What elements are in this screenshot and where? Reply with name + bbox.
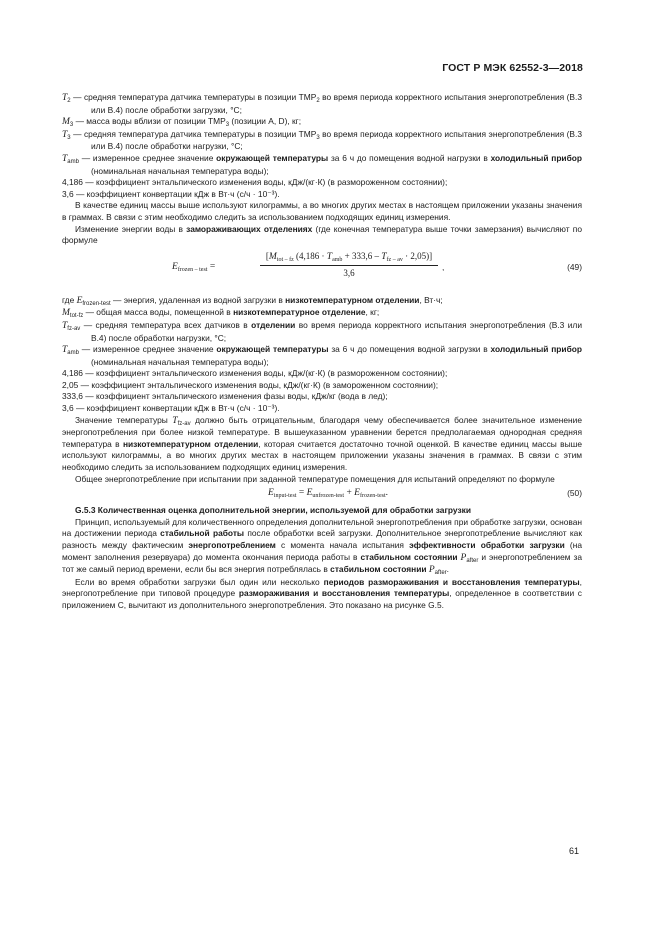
constant-item: 2,05 — коэффициент энтальпического изменения воды, кДж/(кг·К) (в замороженном состоянии); — [62, 379, 439, 390]
paragraph-units-note: В качестве единиц массы выше используют килограммы, а во многих других местах в настоящем приложении указаны значения в граммах. В связи с этим необходимо следить за использованием подходящих единиц измерения. — [62, 200, 582, 222]
paragraph-total-energy: Общее энергопотребление при испытании при заданной температуре помещения для испытаний определяют по формуле — [75, 473, 555, 484]
constant-item: 333,6 — коэффициент энтальпического изменения фазы воды, кДж/кг (вода в лед); — [62, 391, 388, 402]
section-heading-g53: G.5.3 Количественная оценка дополнительной энергии, используемой для обработки загрузки — [75, 505, 471, 516]
equation-50-number: (50) — [567, 488, 582, 499]
equation-49-number: (49) — [567, 261, 582, 272]
paragraph-principle: Принцип, используемый для количественного определения дополнительной энергопотребления при обработке загрузки, основан на достижении периода стабильной работы после обработки всей загрузки. Дополнительное энергопотребление вычисляют как разность между фактическим энергопотреблением с момента начала испытания эффективности обработки загрузки (на момент заполнения резервуара) до момента окончания периода работы в стабильном состоянии $P_{after}$ и энергопотреблением за тот же самый период времени, если бы вся энергия потреблялась в стабильном состоянии $P_{after}$. — [62, 516, 583, 577]
definition-item: $T_2$ — средняя температура датчика температуры в позиции $TMP_2$ во время периода корректного испытания энергопотребления (B.3 или B.4) после обработки загрузки, °С; — [62, 92, 582, 115]
equation-49-fraction — [260, 251, 438, 280]
equation-49-denominator: 3,6 — [343, 268, 355, 279]
definition-item: где $E_{frozen-test}$ — энергия, удаленная из водной загрузки в низкотемпературном отделении, Вт·ч; — [62, 294, 443, 307]
equation-49-lhs: $E_{frozen - test}$ = — [172, 261, 216, 273]
constant-item: 3,6 — коэффициент конвертации кДж в Вт·ч (с/ч · 10⁻³). — [62, 403, 280, 414]
page-number: 61 — [568, 846, 579, 856]
constant-item: 4,186 — коэффициент энтальпического изменения воды, кДж/(кг·К) (в размороженном состоянии); — [62, 368, 448, 379]
paragraph-temperature-note: Значение температуры $T_{fz-av}$ должно быть отрицательным, благодаря чему обеспечивается более значительное изменение энергопотребления при более низкой температуре. В вышеуказанном уравнении берется предполагаемая однородная средняя температура в низкотемпературном отделении, которая считается достаточно точной оценкой. В качестве единиц массы выше используют килограммы, а во многих других местах в настоящем приложении указаны значения в граммах. В связи с этим необходимо следить за использованием подходящих единиц измерения. — [62, 414, 582, 473]
definition-item: $T_{fz-av}$ — средняя температура всех датчиков в отделении во время периода корректного испытания энергопотребления (B.3 или B.4) после обработки нагрузки, °С; — [62, 319, 582, 343]
definition-item: $T_3$ — средняя температура датчика температуры в позиции $TMP_3$ во время периода корректного испытания энергопотребления (B.3 или B.4) после обработки нагрузки, °С; — [62, 128, 582, 152]
document-body — [62, 92, 582, 612]
paragraph-freezing-energy: Изменение энергии воды в замораживающих отделениях (где конечная температура выше точки замерзания) вычисляют по формуле — [62, 223, 582, 246]
equation-49-numerator: [$M_{tot - fz}$ $(4,186 \cdot T_{amb} + 333,6 - T_{fz - av} \cdot 2,05)$] — [260, 251, 438, 267]
definition-item: $T_{amb}$ — измеренное среднее значение окружающей температуры за 6 ч до помещения водной загрузки в холодильный прибор (номинальная начальная температура воды); — [62, 344, 582, 367]
constant-item: 4,186 — коэффициент энтальпического изменения воды, кДж/(кг·К) (в размороженном состоянии); — [62, 177, 448, 188]
definition-item: $T_{amb}$ — измеренное среднее значение окружающей температуры за 6 ч до помещения водной нагрузки в холодильный прибор (номинальная начальная температура воды); — [62, 152, 582, 176]
definition-item: $M_3$ — масса воды вблизи от позиции $TMP_3$ (позиции A, D), кг; — [62, 116, 302, 129]
constants-list-2 — [62, 368, 582, 414]
constants-list-1 — [62, 177, 582, 200]
definitions-list-1 — [62, 92, 582, 177]
equation-50-formula: $E_{input-test} = E_{unfrozen-test} + E_{frozen-test}$. — [268, 488, 389, 500]
equation-49: $E_{frozen - test}$ = [$M_{tot - fz}$ $(4,186 \cdot T_{amb} + 333,6 - T_{fz - av} \cdot 2,05)$] 3,6 , (49) — [172, 250, 582, 279]
definition-item: $M_{tot-fz}$ — общая масса воды, помещенной в низкотемпературное отделение, кг; — [62, 307, 380, 320]
constant-item: 3,6 — коэффициент конвертации кДж в Вт·ч (с/ч · 10⁻³). — [62, 188, 280, 199]
equation-50 — [62, 487, 582, 503]
definitions-list-2 — [62, 295, 582, 369]
document-header-id: ГОСТ Р МЭК 62552-3—2018 — [442, 62, 583, 74]
paragraph-defrost: Если во время обработки загрузки был один или несколько периодов размораживания и восстановления температуры, энергопотребление при типовой процедуре размораживания и восстановления температуры, определенное в соответствии с приложением С, вычитают из дополнительного энергопотребления. Это показано на рисунке G.5. — [62, 576, 582, 610]
